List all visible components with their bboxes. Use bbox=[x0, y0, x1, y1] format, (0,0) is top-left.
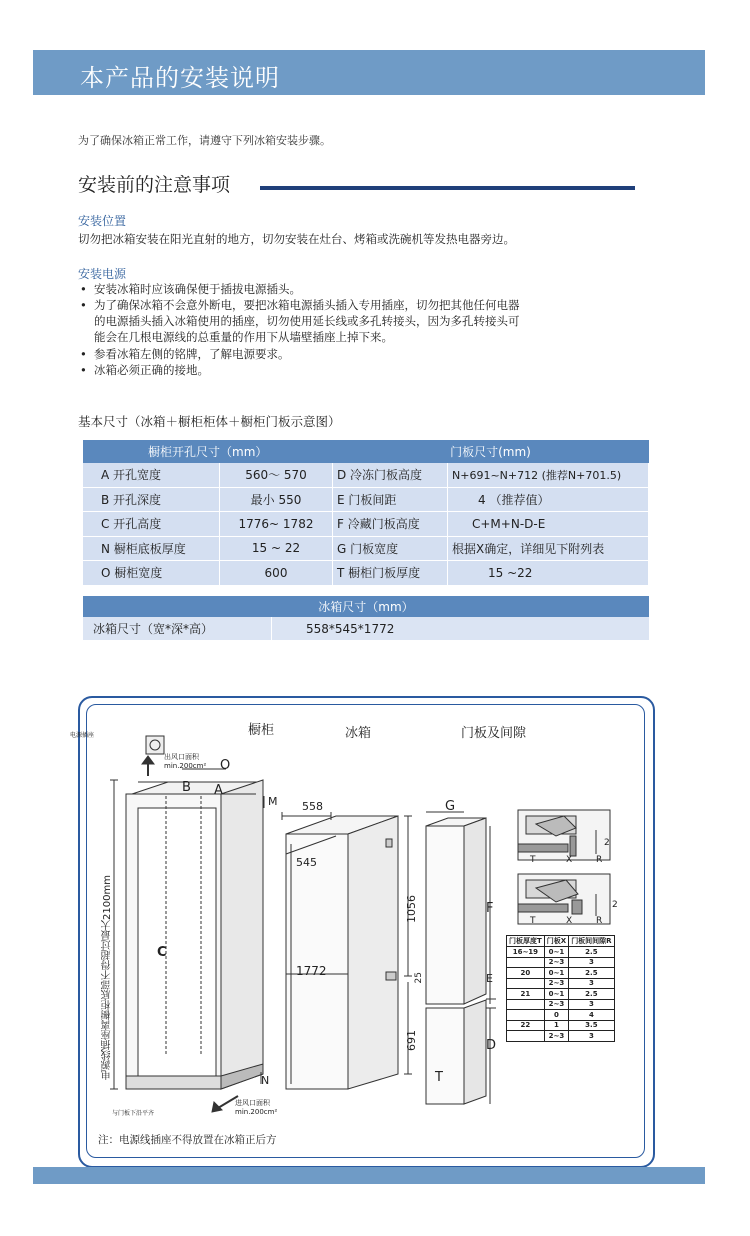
table-row bbox=[507, 1010, 615, 1021]
gap-cell bbox=[507, 978, 545, 989]
door-header: 门板尺寸(mm) bbox=[333, 440, 649, 463]
gap-cell bbox=[507, 957, 545, 968]
installation-diagram bbox=[86, 704, 643, 1156]
detail-letter-X: X bbox=[566, 855, 573, 865]
dim-key: C 开孔高度 bbox=[83, 512, 220, 537]
dim-key: B 开孔深度 bbox=[83, 487, 220, 512]
detail-letter-R: R bbox=[596, 855, 603, 865]
dim-letter-A: A bbox=[214, 783, 223, 798]
socket-height-note: 电源线插座离橱柜底部不得超过最大2100mm bbox=[102, 875, 113, 1080]
power-bullet-2-cont-2: 能会在几根电源线的总重量的作用下从墙壁插座上掉下来。 bbox=[94, 330, 393, 344]
gap-cell: 2.5 bbox=[569, 989, 614, 1000]
door-drawing bbox=[426, 812, 496, 1104]
gap-header: 门板间间隙R bbox=[569, 936, 614, 947]
gap-cell: 22 bbox=[507, 1020, 545, 1031]
gap-cell: 2~3 bbox=[544, 957, 568, 968]
gap-cell: 0~1 bbox=[544, 947, 568, 958]
power-bullet-3: • 参看冰箱左侧的铭牌，了解电源要求。 bbox=[94, 346, 290, 363]
gap-cell: 20 bbox=[507, 968, 545, 979]
dim-letter-N: N bbox=[261, 1074, 270, 1087]
gap-header: 门板X bbox=[544, 936, 568, 947]
dim-691: 691 bbox=[405, 1030, 418, 1051]
footer-bar bbox=[33, 1167, 705, 1184]
gap-header: 门板厚度T bbox=[507, 936, 545, 947]
section-rule bbox=[260, 186, 635, 190]
gap-cell: 3 bbox=[569, 1031, 614, 1042]
detail-letter-T: T bbox=[530, 855, 536, 865]
dim-key: E 门板间距 bbox=[333, 487, 448, 512]
intro-text: 为了确保冰箱正常工作，请遵守下列冰箱安装步骤。 bbox=[78, 134, 331, 147]
dim-letter-B: B bbox=[182, 780, 191, 795]
dims-title: 基本尺寸（冰箱＋橱柜柜体＋橱柜门板示意图） bbox=[78, 414, 341, 429]
gap-cell: 2~3 bbox=[544, 978, 568, 989]
gap-cell: 1 bbox=[544, 1020, 568, 1031]
gap-cell: 0~1 bbox=[544, 968, 568, 979]
table-row bbox=[507, 968, 615, 979]
gap-cell: 0~1 bbox=[544, 989, 568, 1000]
dim-value: 560～ 570 bbox=[220, 463, 333, 487]
gap-cell: 3 bbox=[569, 978, 614, 989]
vent-bottom-label: 进风口面积 min.200cm² bbox=[235, 1099, 278, 1116]
table-row bbox=[83, 463, 649, 487]
label-cabinet: 橱柜 bbox=[248, 723, 275, 738]
table-row bbox=[507, 989, 615, 1000]
gap-cell bbox=[507, 999, 545, 1010]
gap-detail-drawing bbox=[518, 810, 610, 924]
table-row bbox=[83, 487, 649, 512]
fridge-drawing bbox=[282, 812, 412, 1089]
table-row bbox=[507, 1031, 615, 1042]
power-bullet-2-cont-1: 的电源插头插入冰箱使用的插座，切勿使用延长线或多孔转接头，因为多孔转接头可 bbox=[94, 314, 520, 328]
vent-top-label: 出风口面积 min.200cm² bbox=[164, 753, 207, 770]
gap-cell: 2.5 bbox=[569, 947, 614, 958]
dim-letter-D: D bbox=[486, 1038, 497, 1053]
dim-letter-E: E bbox=[486, 972, 493, 985]
table-row bbox=[507, 947, 615, 958]
dim-letter-O: O bbox=[220, 758, 231, 773]
location-text: 切勿把冰箱安装在阳光直射的地方，切勿安装在灶台、烤箱或洗碗机等发热电器旁边。 bbox=[78, 232, 515, 246]
gap-table bbox=[506, 935, 615, 1042]
dim-letter-F: F bbox=[486, 901, 494, 916]
label-fridge: 冰箱 bbox=[345, 726, 372, 741]
table-row bbox=[507, 1020, 615, 1031]
dim-25: 25 bbox=[414, 972, 424, 984]
dim-letter-T: T bbox=[435, 1070, 443, 1085]
dim-letter-M: M bbox=[268, 795, 278, 808]
dim-value: 15 ~22 bbox=[448, 561, 649, 586]
fridge-header: 冰箱尺寸（mm） bbox=[83, 596, 649, 617]
power-title: 安装电源 bbox=[78, 267, 127, 281]
detail-letter-X-2: X bbox=[566, 916, 573, 926]
dim-value: 根据X确定，详细见下附列表 bbox=[448, 536, 649, 561]
dim-key: D 冷冻门板高度 bbox=[333, 463, 448, 487]
gap-cell: 2.5 bbox=[569, 968, 614, 979]
label-door: 门板及间隙 bbox=[461, 726, 527, 741]
table-row bbox=[507, 957, 615, 968]
dim-value: N+691~N+712 (推荐N+701.5) bbox=[448, 463, 649, 487]
page-title: 本产品的安装说明 bbox=[80, 64, 280, 92]
power-bullet-4: • 冰箱必须正确的接地。 bbox=[94, 362, 209, 379]
dim-letter-G: G bbox=[445, 799, 456, 814]
gap-cell bbox=[507, 1010, 545, 1021]
table-row bbox=[83, 561, 649, 586]
dim-value: 600 bbox=[220, 561, 333, 586]
dim-key: A 开孔宽度 bbox=[83, 463, 220, 487]
table-row bbox=[507, 978, 615, 989]
dim-value: 4 （推荐值） bbox=[448, 487, 649, 512]
diagram-note: 注：电源线插座不得放置在冰箱正后方 bbox=[98, 1134, 277, 1146]
gap-cell: 3 bbox=[569, 957, 614, 968]
gap-cell: 3.5 bbox=[569, 1020, 614, 1031]
gap-cell: 21 bbox=[507, 989, 545, 1000]
dim-1772: 1772 bbox=[296, 964, 327, 978]
dim-value: 最小 550 bbox=[220, 487, 333, 512]
dim-key: N 橱柜底板厚度 bbox=[83, 536, 220, 561]
bottom-hint: 与门板下沿平齐 bbox=[112, 1110, 155, 1117]
power-bullet-1: • 安装冰箱时应该确保便于插拔电源插头。 bbox=[94, 281, 301, 298]
gap-cell: 0 bbox=[544, 1010, 568, 1021]
dim-558: 558 bbox=[302, 800, 323, 813]
cabinet-dims-table bbox=[83, 440, 649, 586]
dim-key: G 门板宽度 bbox=[333, 536, 448, 561]
dim-key: F 冷藏门板高度 bbox=[333, 512, 448, 537]
power-bullet-2: • 为了确保冰箱不会意外断电，要把冰箱电源插头插入专用插座，切勿把其他任何电器 bbox=[94, 297, 520, 314]
dim-value: 1776~ 1782 bbox=[220, 512, 333, 537]
cabinet-header: 橱柜开孔尺寸（mm） bbox=[83, 440, 333, 463]
gap-cell: 2~3 bbox=[544, 1031, 568, 1042]
detail-letter-T-2: T bbox=[530, 916, 536, 926]
gap-cell bbox=[507, 1031, 545, 1042]
dim-545: 545 bbox=[296, 856, 317, 869]
detail-gap-2b: 2 bbox=[612, 900, 618, 910]
fridge-value: 558*545*1772 bbox=[272, 617, 650, 640]
dim-letter-C: C bbox=[157, 945, 167, 960]
gap-cell: 16~19 bbox=[507, 947, 545, 958]
dim-1056: 1056 bbox=[405, 895, 418, 923]
fridge-dims-table bbox=[83, 596, 649, 640]
location-title: 安装位置 bbox=[78, 214, 127, 228]
table-row bbox=[83, 512, 649, 537]
socket-label: 电源插座 bbox=[70, 732, 95, 739]
section-title: 安装前的注意事项 bbox=[78, 174, 231, 196]
dim-key: T 橱柜门板厚度 bbox=[333, 561, 448, 586]
dim-value: 15 ~ 22 bbox=[220, 536, 333, 561]
dim-key: O 橱柜宽度 bbox=[83, 561, 220, 586]
dim-value: C+M+N-D-E bbox=[448, 512, 649, 537]
gap-cell: 4 bbox=[569, 1010, 614, 1021]
table-row bbox=[83, 536, 649, 561]
gap-cell: 2~3 bbox=[544, 999, 568, 1010]
table-row bbox=[83, 617, 649, 640]
detail-letter-R-2: R bbox=[596, 916, 603, 926]
fridge-label: 冰箱尺寸（宽*深*高） bbox=[83, 617, 272, 640]
table-row bbox=[507, 999, 615, 1010]
detail-gap-2: 2 bbox=[604, 838, 610, 848]
gap-cell: 3 bbox=[569, 999, 614, 1010]
